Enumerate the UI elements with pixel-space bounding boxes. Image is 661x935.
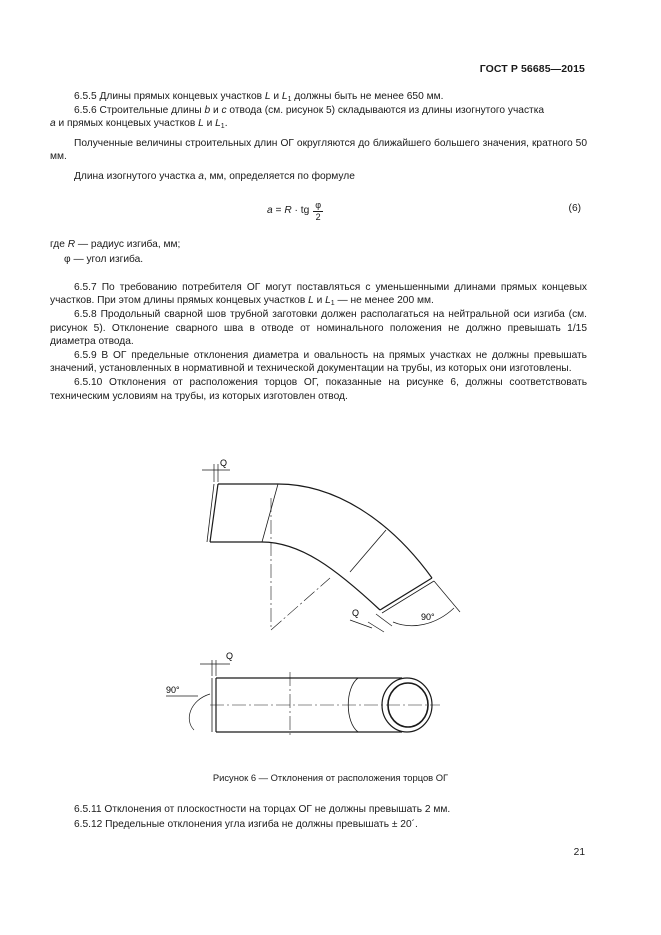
formula-number: (6) bbox=[568, 202, 581, 214]
where-line: где R — радиус изгиба, мм; bbox=[50, 238, 181, 250]
bend-joint-line-2 bbox=[350, 530, 386, 572]
paragraph-6-5-9: 6.5.9 В ОГ предельные отклонения диаметра и овальность на прямых участках не должны превышать значений, установленных в нормативной и технической документации на трубы, из которых они изготовлены. bbox=[50, 349, 587, 375]
paragraph-6-5-6: 6.5.6 Строительные длины b и c отвода (см. рисунок 5) складываются из длины изогнутого участка a и прямых концевых участков L и $L_1$. bbox=[50, 104, 545, 131]
bend-centre-line bbox=[271, 498, 330, 630]
formula-fraction: $\frac{\varphi}{2}$ bbox=[315, 199, 322, 222]
page-header: ГОСТ Р 56685—2015 bbox=[479, 63, 585, 75]
figure-6-drawing bbox=[150, 450, 480, 750]
paragraph-rounding: Полученные величины строительных длин ОГ округляются до ближайшего большего значения, кратного 50 мм. bbox=[50, 137, 587, 163]
formula-row bbox=[50, 194, 587, 238]
paragraph-arc-length: Длина изогнутого участка a, мм, определяется по формуле bbox=[74, 170, 355, 182]
bottom-text bbox=[50, 803, 587, 832]
paragraph-6-5-10: 6.5.10 Отклонения от расположения торцов ОГ, показанные на рисунке 6, должны соответствовать техническим условиям на трубы, из которых изготовлен отвод. bbox=[50, 376, 587, 402]
bend-joint-line-1 bbox=[262, 484, 278, 542]
paragraph-6-5-12: 6.5.12 Предельные отклонения угла изгиба не должны превышать ± 20´. bbox=[74, 818, 418, 830]
q-leader-bend bbox=[350, 620, 372, 628]
paragraph-6-5-11: 6.5.11 Отклонения от плоскостности на торцах ОГ не должны превышать 2 мм. bbox=[74, 804, 451, 815]
angle-extension-1 bbox=[434, 581, 460, 612]
bend-inner-wall bbox=[210, 542, 380, 610]
q-ext-bend-1 bbox=[368, 622, 384, 632]
bend-left-face-2 bbox=[207, 484, 214, 542]
angle-arc-pipe bbox=[189, 694, 210, 730]
bend-right-face-2 bbox=[382, 581, 434, 613]
q-label-bend: Q bbox=[352, 608, 360, 618]
main-text bbox=[50, 90, 587, 403]
page-number: 21 bbox=[573, 847, 585, 858]
q-label-pipe: Q bbox=[226, 651, 234, 661]
paragraph-6-5-8: 6.5.8 Продольный сварной шов трубной заготовки должен располагаться на нейтральной оси изгиба (см. рисунок 5). Отклонение сварного шва в отводе от номинального положения не должно превышать 1/15 диаметра отвода. bbox=[50, 308, 587, 348]
angle-label-bend: 90° bbox=[421, 612, 435, 622]
phi-line: φ — угол изгиба. bbox=[64, 254, 144, 266]
figure-6 bbox=[150, 450, 480, 750]
paragraph-6-5-7: 6.5.7 По требованию потребителя ОГ могут поставляться с уменьшенными длинами прямых концевых участков. При этом длины прямых концевых участков L и $L_1$ — не менее 200 мм. bbox=[50, 281, 587, 308]
q-ext-bend-2 bbox=[376, 614, 392, 626]
formula: a = R · tg $\frac{\varphi}{2}$ bbox=[267, 199, 322, 222]
figure-caption: Рисунок 6 — Отклонения от расположения торцов ОГ bbox=[212, 772, 449, 783]
paragraph-6-5-5: 6.5.5 Длины прямых концевых участков L и $L_1$ должны быть не менее 650 мм. bbox=[74, 91, 444, 103]
bend-left-face bbox=[210, 484, 218, 542]
q-label-top: Q bbox=[220, 458, 228, 468]
angle-label-pipe: 90° bbox=[166, 685, 180, 695]
bend-right-face bbox=[380, 578, 432, 610]
